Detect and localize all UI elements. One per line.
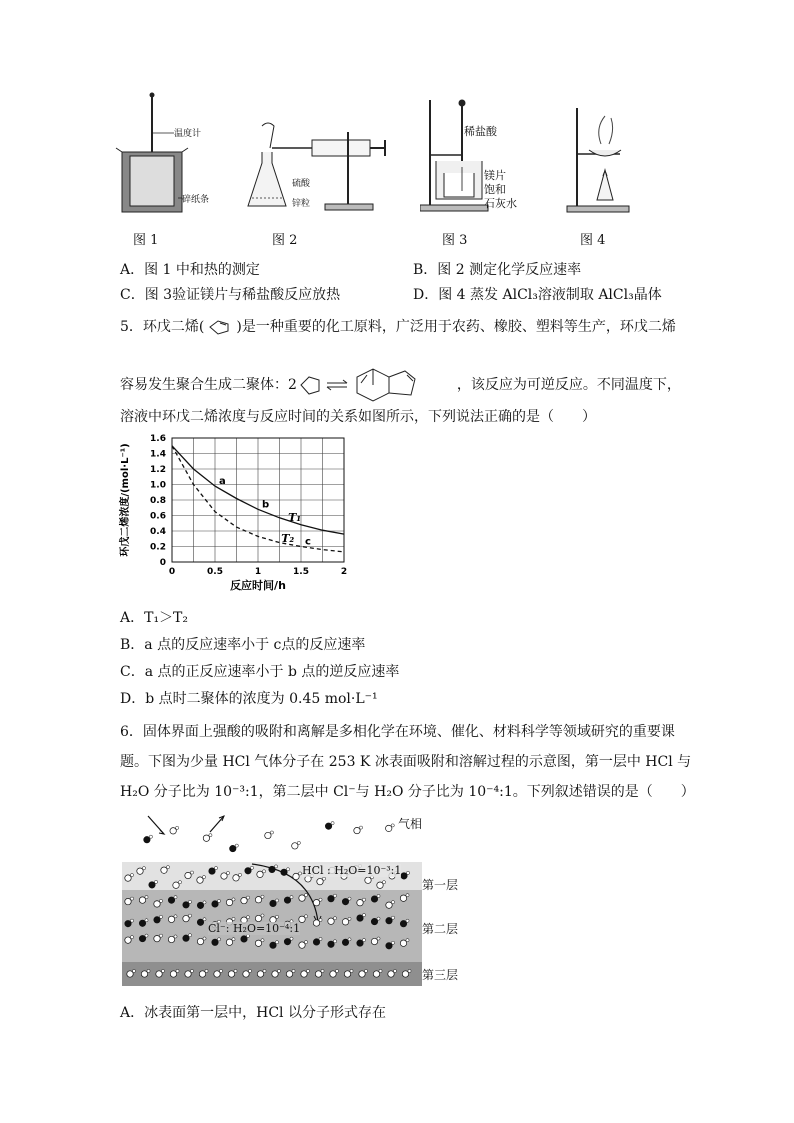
q5-line-3: 溶液中环戊二烯浓度与反应时间的关系如图所示，下列说法正确的是（ ） <box>120 409 596 425</box>
molecule-h-atom <box>248 969 251 972</box>
molecule-atom <box>301 971 307 977</box>
molecule-h-atom <box>154 880 157 883</box>
molecule-atom <box>357 899 363 905</box>
molecule-atom <box>212 901 218 907</box>
q5-line-1 <box>120 317 676 337</box>
molecule-h-atom <box>364 969 367 972</box>
molecule-atom <box>386 902 392 908</box>
molecule-h-atom <box>246 916 249 919</box>
molecule-atom <box>313 939 319 945</box>
molecule-atom <box>317 878 323 884</box>
flask-syringe-diagram <box>240 118 390 218</box>
molecule-atom <box>183 935 189 941</box>
molecule-h-atom <box>406 871 409 874</box>
molecule-h-atom <box>203 901 206 904</box>
y-axis-label: 环戊二烯浓度/(mol·L⁻¹) <box>120 443 131 557</box>
molecule-h-atom <box>159 899 162 902</box>
molecule-h-atom <box>178 881 181 884</box>
x-tick-label: 1.5 <box>293 567 309 577</box>
molecule-h-atom <box>331 822 334 825</box>
q5-text-2a: 容易发生聚合生成二聚体：2 <box>120 377 297 393</box>
figure-3 <box>420 95 530 215</box>
molecule-h-atom <box>290 937 293 940</box>
molecule-h-atom <box>406 894 409 897</box>
molecule-atom <box>185 872 191 878</box>
molecule-atom <box>170 828 176 834</box>
molecule-atom <box>365 877 371 883</box>
molecule-h-atom <box>406 939 409 942</box>
molecule-h-atom <box>286 868 289 871</box>
molecule-atom <box>299 895 305 901</box>
y-tick-label: 0.8 <box>150 496 166 506</box>
molecule-atom <box>328 918 334 924</box>
molecule-h-atom <box>130 897 133 900</box>
molecule-atom <box>386 918 392 924</box>
molecule-h-atom <box>149 835 152 838</box>
molecule-h-atom <box>226 871 229 874</box>
molecule-h-atom <box>333 940 336 943</box>
molecule-atom <box>270 942 276 948</box>
molecule-atom <box>197 938 203 944</box>
molecule-h-atom <box>275 915 278 918</box>
molecule-atom <box>156 971 162 977</box>
molecule-h-atom <box>190 969 193 972</box>
molecule-h-atom <box>159 915 162 918</box>
molecule-h-atom <box>333 894 336 897</box>
molecule-h-atom <box>209 834 212 837</box>
molecule-atom <box>257 971 263 977</box>
molecule-atom <box>139 897 145 903</box>
q4-option-b[interactable]: B．图 2 测定化学反应速率 <box>413 262 582 278</box>
molecule-atom <box>214 971 220 977</box>
molecule-atom <box>371 896 377 902</box>
molecule-h-atom <box>214 866 217 869</box>
molecule-h-atom <box>145 919 148 922</box>
molecule-atom <box>230 845 236 851</box>
molecule-atom <box>265 832 271 838</box>
molecule-h-atom <box>348 938 351 941</box>
molecule-atom <box>401 873 407 879</box>
molecule-atom <box>197 877 203 883</box>
molecule-h-atom <box>232 898 235 901</box>
molecule-h-atom <box>176 969 179 972</box>
dimerization-equation-icon <box>297 365 457 405</box>
molecule-atom <box>125 937 131 943</box>
molecule-atom <box>386 825 392 831</box>
molecule-h-atom <box>203 918 206 921</box>
paper-strip-label: 碎纸条 <box>182 195 210 205</box>
molecule-atom <box>137 868 143 874</box>
figure-2 <box>240 118 390 218</box>
molecule-atom <box>255 897 261 903</box>
molecule-atom <box>245 868 251 874</box>
molecule-atom <box>141 971 147 977</box>
molecule-h-atom <box>250 866 253 869</box>
molecule-atom <box>183 915 189 921</box>
molecule-h-atom <box>350 969 353 972</box>
molecule-h-atom <box>377 937 380 940</box>
y-tick-label: 1.4 <box>150 449 166 460</box>
y-tick-label: 0.4 <box>150 527 166 537</box>
molecule-h-atom <box>319 918 322 921</box>
figure-1-caption: 图 1 <box>133 233 159 248</box>
q5-option-d[interactable]: D．b 点时二聚体的浓度为 0.45 mol·L⁻¹ <box>120 691 378 707</box>
molecule-h-atom <box>145 896 148 899</box>
molecule-h-atom <box>130 936 133 939</box>
concentration-chart <box>116 432 356 602</box>
molecule-h-atom <box>377 894 380 897</box>
molecule-h-atom <box>232 917 235 920</box>
molecule-atom <box>313 920 319 926</box>
molecule-h-atom <box>393 969 396 972</box>
molecule-atom <box>286 971 292 977</box>
molecule-atom <box>342 919 348 925</box>
thermometer-label: 温度计 <box>174 129 202 139</box>
molecule-h-atom <box>377 917 380 920</box>
q4-option-c[interactable]: C．图 3验证镁片与稀盐酸反应放热 <box>120 287 341 303</box>
molecule-h-atom <box>219 969 222 972</box>
molecule-h-atom <box>176 826 179 829</box>
molecule-atom <box>168 897 174 903</box>
molecule-atom <box>233 875 239 881</box>
molecule-atom <box>281 869 287 875</box>
molecule-h-atom <box>174 935 177 938</box>
y-tick-label: 0.2 <box>150 542 166 553</box>
molecule-h-atom <box>348 917 351 920</box>
molecule-h-atom <box>348 897 351 900</box>
molecule-h-atom <box>130 919 133 922</box>
layer-3-label: 第三层 <box>422 968 459 982</box>
molecule-atom <box>168 936 174 942</box>
molecule-atom <box>241 936 247 942</box>
molecule-h-atom <box>217 938 220 941</box>
molecule-atom <box>197 919 203 925</box>
molecule-atom <box>388 971 394 977</box>
evaporation-apparatus-diagram <box>565 104 635 216</box>
gas-phase-label: 气相 <box>398 817 423 831</box>
q5-text-2b: ，该反应为可逆反应。不同温度下， <box>456 377 681 393</box>
molecule-atom <box>243 971 249 977</box>
molecule-h-atom <box>382 881 385 884</box>
molecule-atom <box>270 900 276 906</box>
molecule-atom <box>357 915 363 921</box>
figure-4-caption: 图 4 <box>580 233 606 248</box>
molecule-h-atom <box>290 896 293 899</box>
molecule-atom <box>400 895 406 901</box>
molecule-h-atom <box>188 900 191 903</box>
molecule-h-atom <box>362 938 365 941</box>
molecule-h-atom <box>319 937 322 940</box>
y-tick-label: 0.6 <box>150 511 166 522</box>
molecule-h-atom <box>159 934 162 937</box>
molecule-h-atom <box>292 969 295 972</box>
molecule-h-atom <box>274 865 277 868</box>
molecule-h-atom <box>174 915 177 918</box>
molecule-atom <box>241 897 247 903</box>
molecule-atom <box>144 837 150 843</box>
molecule-h-atom <box>304 893 307 896</box>
series-label: T₁ <box>288 510 302 524</box>
x-tick-label: 0 <box>168 567 176 577</box>
q5-text-1a: 5．环戊二烯( <box>120 319 205 335</box>
molecule-atom <box>342 939 348 945</box>
figure-1 <box>112 90 232 220</box>
molecule-h-atom <box>333 917 336 920</box>
q5-option-b[interactable]: B．a 点的反应速率小于 c点的反应速率 <box>120 637 366 653</box>
molecule-h-atom <box>232 938 235 941</box>
dilute-hcl-label: 稀盐酸 <box>464 125 497 138</box>
figure-2-caption: 图 2 <box>272 233 298 248</box>
molecule-atom <box>170 971 176 977</box>
molecule-atom <box>185 971 191 977</box>
molecule-atom <box>299 942 305 948</box>
molecule-h-atom <box>132 969 135 972</box>
y-tick-label: 0 <box>159 558 166 568</box>
molecule-h-atom <box>190 871 193 874</box>
molecule-atom <box>292 843 298 849</box>
molecule-atom <box>228 971 234 977</box>
molecule-h-atom <box>262 870 265 873</box>
concentration-chart-svg <box>116 432 356 602</box>
molecule-h-atom <box>362 913 365 916</box>
molecule-atom <box>371 918 377 924</box>
molecule-atom <box>226 939 232 945</box>
molecule-atom <box>328 896 334 902</box>
molecule-h-atom <box>270 831 273 834</box>
calorimeter-diagram <box>112 90 232 220</box>
molecule-h-atom <box>203 937 206 940</box>
molecule-h-atom <box>261 939 264 942</box>
molecule-atom <box>386 943 392 949</box>
x-tick-label: 2 <box>340 567 348 577</box>
molecule-h-atom <box>379 969 382 972</box>
molecule-atom <box>373 971 379 977</box>
molecule-h-atom <box>275 941 278 944</box>
molecule-h-atom <box>391 941 394 944</box>
molecule-h-atom <box>234 969 237 972</box>
molecule-h-atom <box>142 867 145 870</box>
molecule-atom <box>168 916 174 922</box>
ice-surface-svg <box>122 812 422 992</box>
q6-line-2: 题。下图为少量 HCl 气体分子在 253 K 冰表面吸附和溶解过程的示意图，第一层中 HCl 与 <box>120 754 692 770</box>
zinc-label: 锌粒 <box>292 199 311 209</box>
figure-4 <box>565 104 635 216</box>
layer2-ratio-label: Cl⁻: H₂O=10⁻⁴:1 <box>208 922 301 935</box>
molecule-atom <box>161 867 167 873</box>
molecule-atom <box>127 971 133 977</box>
molecule-h-atom <box>166 866 169 869</box>
molecule-h-atom <box>174 896 177 899</box>
molecule-h-atom <box>238 873 241 876</box>
molecule-atom <box>226 899 232 905</box>
molecule-atom <box>149 882 155 888</box>
molecule-h-atom <box>406 919 409 922</box>
saturated-label: 饱和 <box>484 183 506 196</box>
molecule-h-atom <box>235 844 238 847</box>
layer-2-label: 第二层 <box>422 922 459 936</box>
q6-line-1: 6．固体界面上强酸的吸附和离解是多相化学在环境、催化、材料科学等领域研究的重要课 <box>120 724 675 740</box>
ice-surface-diagram <box>122 812 422 992</box>
molecule-atom <box>203 835 209 841</box>
molecule-h-atom <box>297 841 300 844</box>
molecule-h-atom <box>145 934 148 937</box>
molecule-h-atom <box>322 877 325 880</box>
molecule-h-atom <box>359 826 362 829</box>
molecule-h-atom <box>246 896 249 899</box>
molecule-h-atom <box>391 824 394 827</box>
molecule-atom <box>325 823 331 829</box>
molecule-atom <box>139 935 145 941</box>
molecule-atom <box>315 971 321 977</box>
molecule-h-atom <box>261 914 264 917</box>
q6-line-3: H₂O 分子比为 10⁻³:1，第二层中 Cl⁻与 H₂O 分子比为 10⁻⁴:1。下列叙述错误的是（ ） <box>120 784 695 800</box>
molecule-atom <box>359 971 365 977</box>
molecule-h-atom <box>362 898 365 901</box>
molecule-atom <box>402 971 408 977</box>
molecule-h-atom <box>304 940 307 943</box>
molecule-h-atom <box>188 914 191 917</box>
molecule-h-atom <box>277 969 280 972</box>
point-label-a: a <box>219 476 226 488</box>
molecule-atom <box>330 971 336 977</box>
series-label: T₂ <box>281 531 295 545</box>
molecule-h-atom <box>147 969 150 972</box>
q4-option-a[interactable]: A．图 1 中和热的测定 <box>120 262 260 278</box>
molecule-h-atom <box>202 875 205 878</box>
y-tick-label: 1.2 <box>150 465 166 475</box>
layer1-ratio-label: HCl : H₂O=10⁻³:1 <box>302 864 402 877</box>
molecule-atom <box>154 917 160 923</box>
molecule-atom <box>139 920 145 926</box>
layer-1-label: 第一层 <box>422 878 459 892</box>
q4-option-d[interactable]: D．图 4 蒸发 AlCl₃溶液制取 AlCl₃晶体 <box>413 287 662 303</box>
molecule-h-atom <box>261 895 264 898</box>
molecule-atom <box>354 827 360 833</box>
molecule-atom <box>173 882 179 888</box>
x-tick-label: 1 <box>254 567 262 577</box>
molecule-atom <box>255 915 261 921</box>
limewater-label: 石灰水 <box>484 197 517 210</box>
molecule-atom <box>400 940 406 946</box>
molecule-atom <box>209 868 215 874</box>
molecule-atom <box>125 898 131 904</box>
x-tick-label: 0.5 <box>207 567 223 577</box>
figure-3-caption: 图 3 <box>442 233 468 248</box>
molecule-atom <box>125 920 131 926</box>
molecule-h-atom <box>304 915 307 918</box>
molecule-atom <box>183 902 189 908</box>
molecule-h-atom <box>408 969 411 972</box>
point-label-c: c <box>305 536 311 548</box>
q5-option-c[interactable]: C．a 点的正反应速率小于 b 点的逆反应速率 <box>120 664 400 680</box>
molecule-atom <box>255 940 261 946</box>
molecule-atom <box>154 901 160 907</box>
molecule-h-atom <box>275 899 278 902</box>
molecule-atom <box>221 873 227 879</box>
molecule-atom <box>269 866 275 872</box>
q6-option-a[interactable]: A．冰表面第一层中，HCl 以分子形式存在 <box>120 1005 386 1021</box>
molecule-h-atom <box>335 969 338 972</box>
q5-text-1b: )是一种重要的化工原料，广泛用于农药、橡胶、塑料等生产，环戊二烯 <box>236 319 676 335</box>
molecule-h-atom <box>306 969 309 972</box>
molecule-atom <box>357 940 363 946</box>
molecule-atom <box>125 875 131 881</box>
molecule-atom <box>284 897 290 903</box>
molecule-h-atom <box>188 934 191 937</box>
molecule-atom <box>154 935 160 941</box>
y-tick-label: 1.0 <box>150 480 166 491</box>
molecule-atom <box>197 902 203 908</box>
q5-line-2 <box>120 365 681 405</box>
molecule-h-atom <box>391 916 394 919</box>
molecule-atom <box>199 971 205 977</box>
molecule-atom <box>293 873 299 879</box>
molecule-h-atom <box>263 969 266 972</box>
molecule-atom <box>328 941 334 947</box>
molecule-atom <box>272 971 278 977</box>
molecule-h-atom <box>391 901 394 904</box>
y-tick-label: 1.6 <box>150 434 166 444</box>
point-label-b: b <box>262 499 270 511</box>
molecule-atom <box>344 971 350 977</box>
molecule-atom <box>342 898 348 904</box>
molecule-h-atom <box>130 873 133 876</box>
molecule-h-atom <box>319 898 322 901</box>
molecule-h-atom <box>161 969 164 972</box>
x-axis-label: 反应时间/h <box>230 579 286 592</box>
molecule-atom <box>377 882 383 888</box>
sulfuric-acid-label: 硫酸 <box>292 179 311 189</box>
cyclopentadiene-structure-icon <box>204 318 236 336</box>
magnesium-label: 镁片 <box>484 169 506 182</box>
molecule-atom <box>371 938 377 944</box>
molecule-atom <box>400 921 406 927</box>
molecule-atom <box>284 938 290 944</box>
molecule-h-atom <box>321 969 324 972</box>
gas-arrow-2 <box>210 816 224 832</box>
molecule-h-atom <box>217 899 220 902</box>
q5-option-a[interactable]: A．T₁＞T₂ <box>120 610 189 626</box>
molecule-atom <box>212 939 218 945</box>
molecule-atom <box>257 871 263 877</box>
molecule-atom <box>313 899 319 905</box>
molecule-h-atom <box>205 969 208 972</box>
